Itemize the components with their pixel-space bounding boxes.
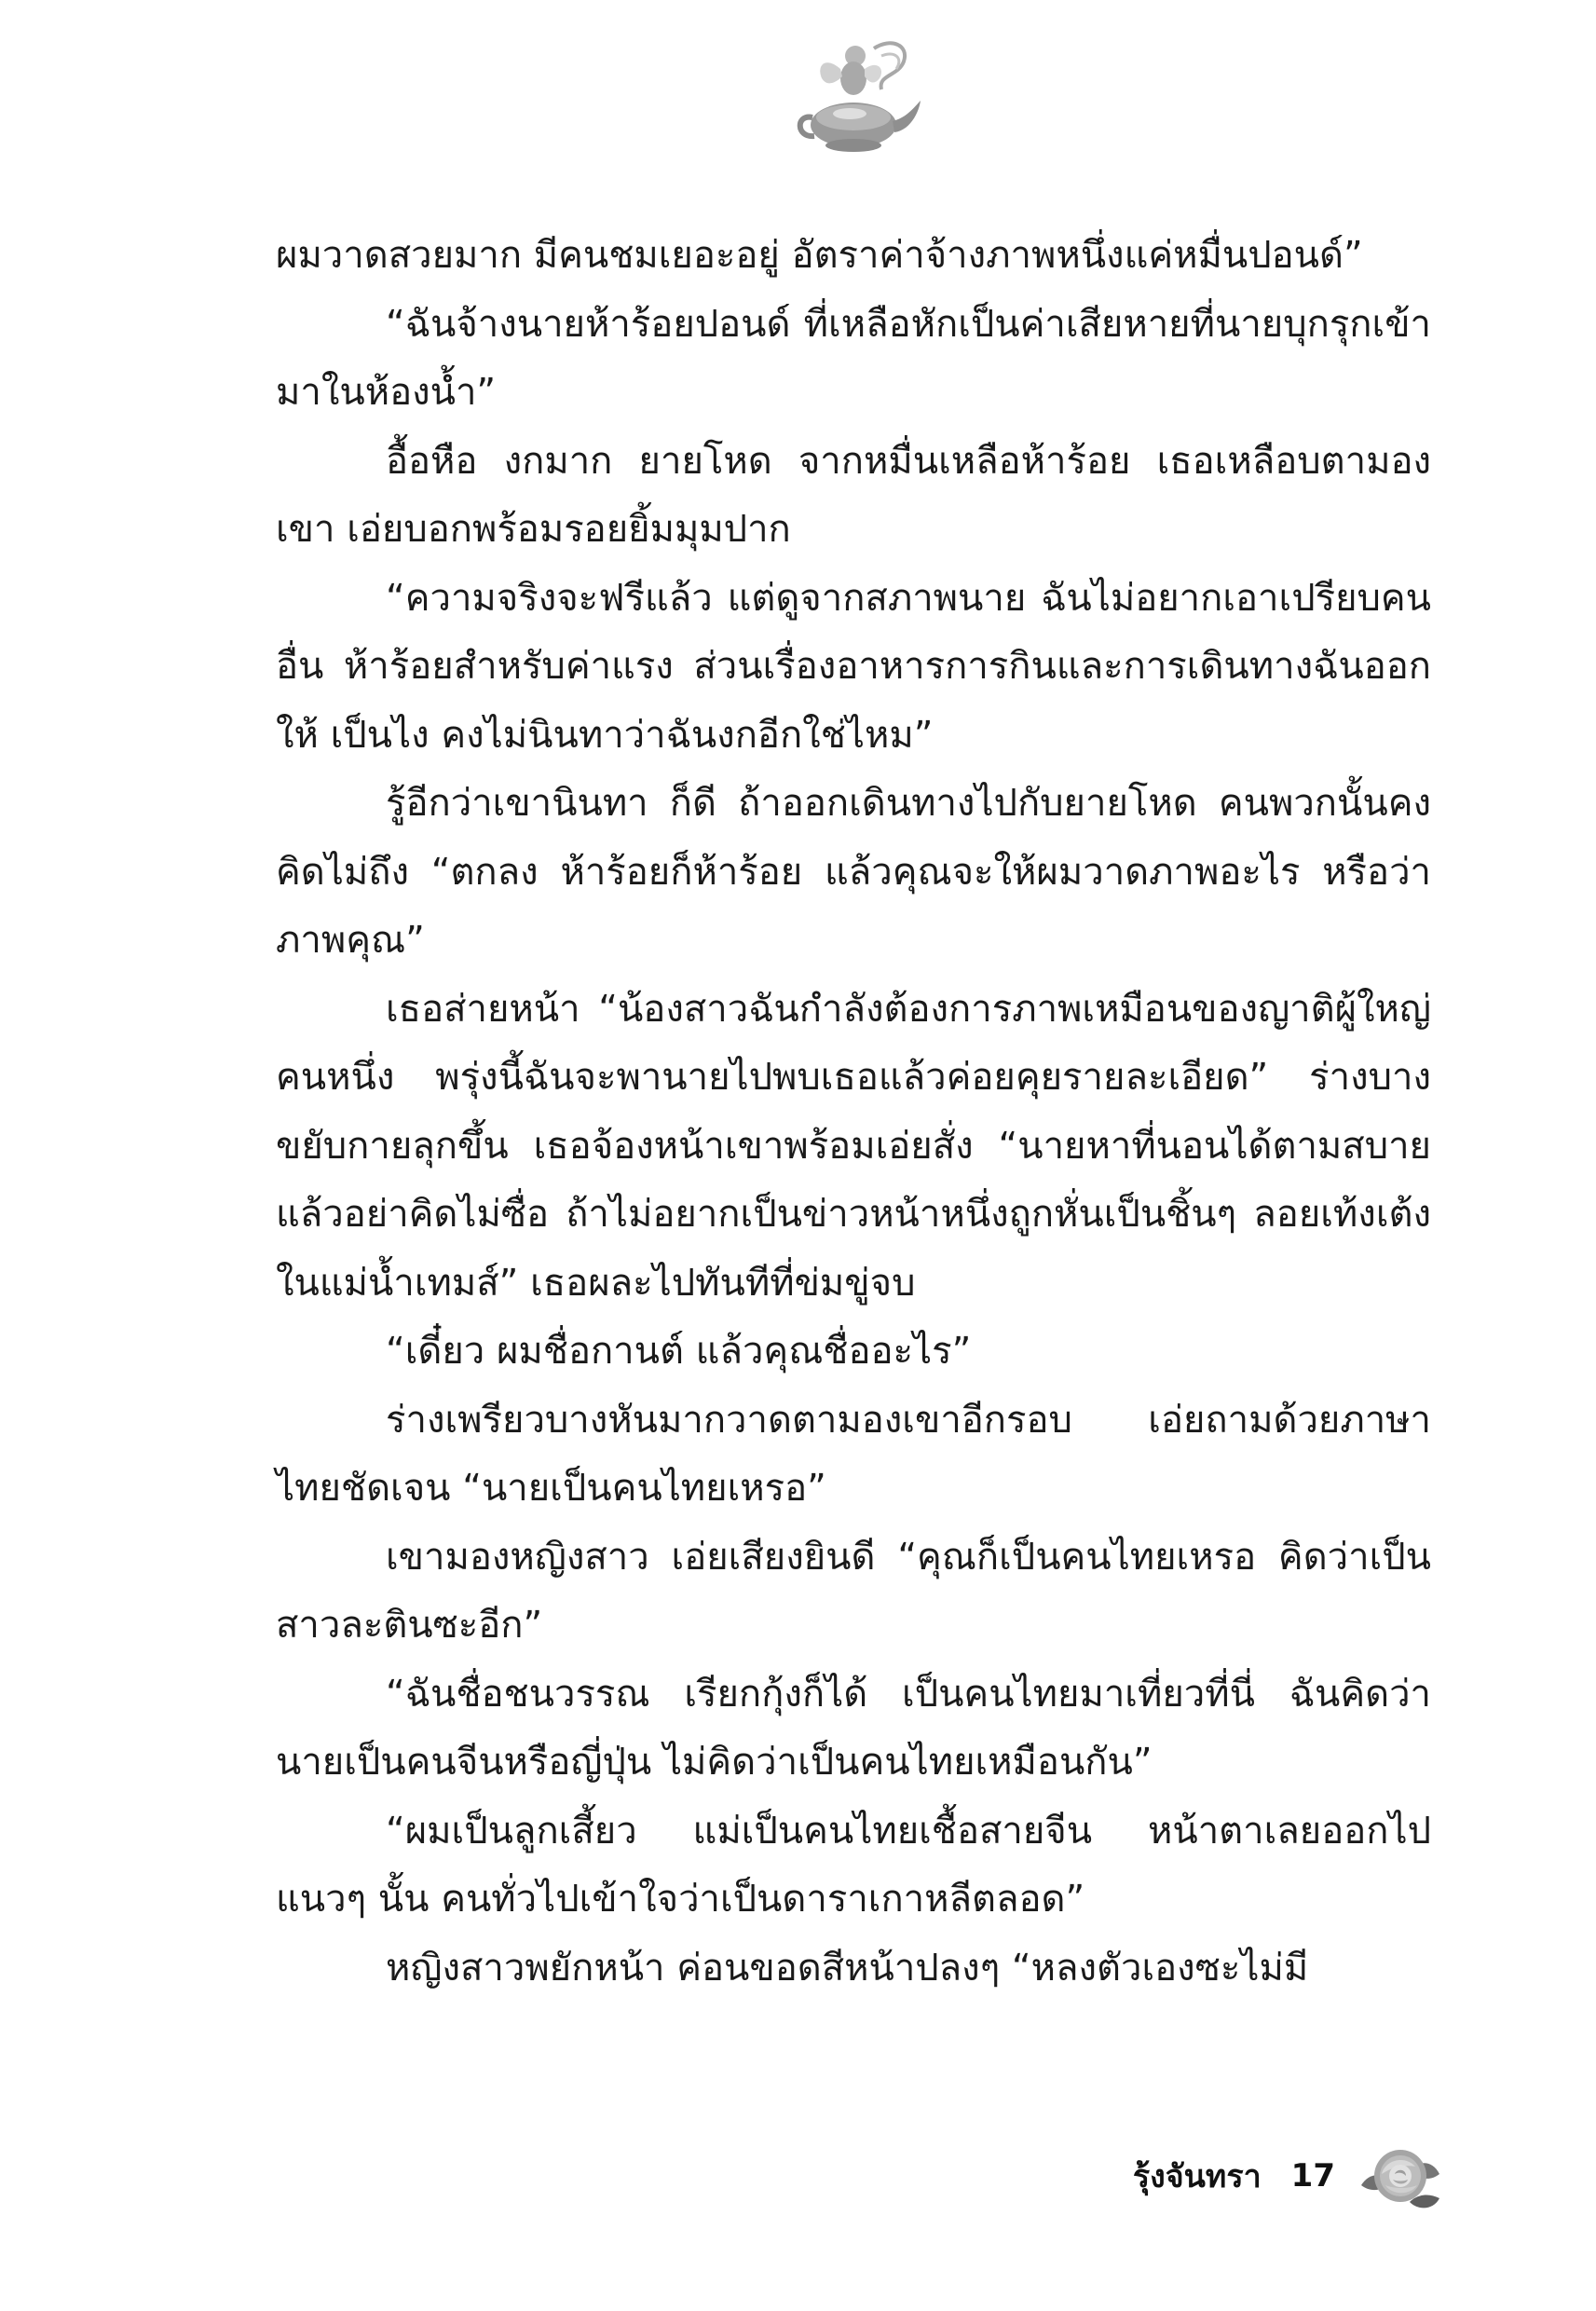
body-text <box>276 222 1431 2003</box>
paragraph: “ฉันจ้างนายห้าร้อยปอนด์ ที่เหลือหักเป็นค่าเสียหายที่นายบุกรุกเข้ามาในห้องน้ำ” <box>276 302 1431 414</box>
paragraph: ร่างเพรียวบางหันมากวาดตามองเขาอีกรอบ เอ่ยถามด้วยภาษาไทยชัดเจน “นายเป็นคนไทยเหรอ” <box>276 1398 1431 1510</box>
page-footer <box>1133 2134 1447 2218</box>
page-number: 17 <box>1290 2157 1335 2195</box>
paragraph: “ฉันชื่อชนวรรณ เรียกกุ้งก็ได้ เป็นคนไทยมาเที่ยวที่นี่ ฉันคิดว่านายเป็นคนจีนหรือญี่ปุ่น ไม่คิดว่าเป็นคนไทยเหมือนกัน” <box>276 1672 1431 1784</box>
paragraph: เขามองหญิงสาว เอ่ยเสียงยินดี “คุณก็เป็นคนไทยเหรอ คิดว่าเป็นสาวละตินซะอีก” <box>276 1535 1431 1647</box>
footer-book-title: รุ้งจันทรา <box>1132 2158 1262 2195</box>
paragraph: หญิงสาวพยักหน้า ค่อนขอดสีหน้าปลงๆ “หลงตัวเองซะไม่มี <box>386 1946 1309 1990</box>
paragraph: ผมวาดสวยมาก มีคนชมเยอะอยู่ อัตราค่าจ้างภาพหนึ่งแค่หมื่นปอนด์” <box>276 234 1363 277</box>
paragraph: รู้อีกว่าเขานินทา ก็ดี ถ้าออกเดินทางไปกับยายโหด คนพวกนั้นคงคิดไม่ถึง “ตกลง ห้าร้อยก็ห้าร้อย แล้วคุณจะให้ผมวาดภาพอะไร หรือว่าภาพคุณ” <box>276 782 1431 962</box>
rose-icon <box>1354 2137 1447 2215</box>
paragraph: “ความจริงจะฟรีแล้ว แต่ดูจากสภาพนาย ฉันไม่อยากเอาเปรียบคนอื่น ห้าร้อยสำหรับค่าแรง ส่วนเรื่องอาหารการกินและการเดินทางฉันออกให้ เป็นไง คงไม่นินทาว่าฉันงกอีกใช่ไหม” <box>276 576 1431 757</box>
paragraph: “ผมเป็นลูกเสี้ยว แม่เป็นคนไทยเชื้อสายจีน หน้าตาเลยออกไปแนวๆ นั้น คนทั่วไปเข้าใจว่าเป็นดาราเกาหลีตลอด” <box>276 1809 1431 1921</box>
paragraph: “เดี๋ยว ผมชื่อกานต์ แล้วคุณชื่ออะไร” <box>386 1330 972 1373</box>
paragraph: อื้อหือ งกมาก ยายโหด จากหมื่นเหลือห้าร้อย เธอเหลือบตามองเขา เอ่ยบอกพร้อมรอยยิ้มมุมปาก <box>276 439 1431 551</box>
teapot-cherub-icon <box>788 28 928 168</box>
paragraph: เธอส่ายหน้า “น้องสาวฉันกำลังต้องการภาพเหมือนของญาติผู้ใหญ่คนหนึ่ง พรุ่งนี้ฉันจะพานายไปพบเธอแล้วค่อยคุยรายละเอียด” ร่างบางขยับกายลุกขึ้น เธอจ้องหน้าเขาพร้อมเอ่ยสั่ง “นายหาที่นอนได้ตามสบาย แล้วอย่าคิดไม่ซื่อ ถ้าไม่อยากเป็นข่าวหน้าหนึ่งถูกหั่นเป็นชิ้นๆ ลอยเท้งเต้งในแม่น้ำเทมส์” เธอผละไปทันทีที่ข่มขู่จบ <box>276 987 1431 1305</box>
